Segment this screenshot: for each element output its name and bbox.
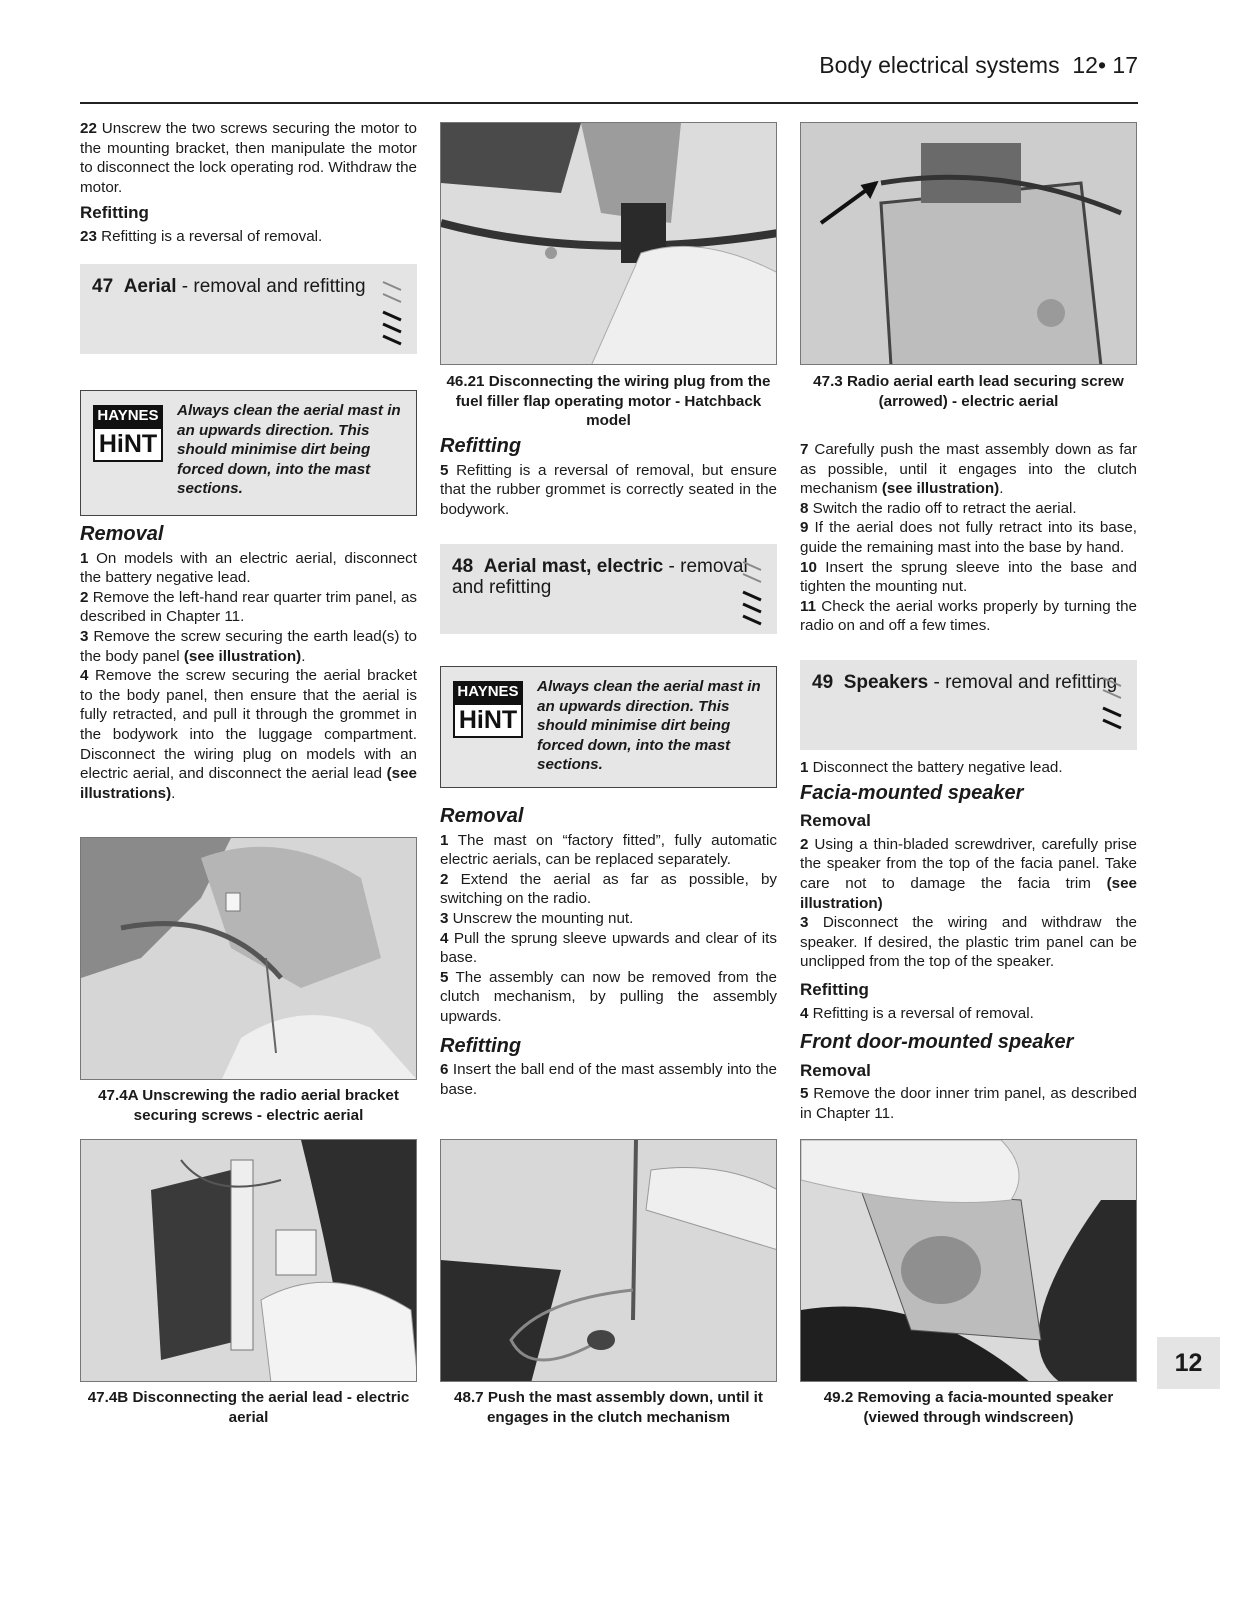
haynes-hint-logo: HAYNES HiNT: [453, 681, 523, 738]
photo-47-4b-image: [81, 1140, 417, 1382]
hint-text: Always clean the aerial mast in an upwards direction. This should minimise dirt being forced down, into the mast sections.: [177, 402, 401, 498]
step-22: 22 Unscrew the two screws securing the motor to the mounting bracket, then manipulate the motor to disconnect the lock operating rod. Withdraw the motor.: [80, 120, 417, 196]
page-number: 12• 17: [1072, 52, 1138, 78]
column-1: [80, 119, 417, 247]
haynes-hint-box: [80, 390, 417, 516]
column-2-refitting: [440, 437, 777, 519]
photo-47-4a-image: [81, 838, 417, 1080]
photo-47-4a: [80, 837, 417, 1080]
refitting-heading: Refitting: [440, 1034, 522, 1057]
facia-speaker-heading: Facia-mounted speaker: [800, 781, 1024, 804]
step-5: 5 The assembly can now be removed from the clutch mechanism, by pulling the assembly upwards.: [440, 968, 777, 1025]
caption-46-21: 46.21 Disconnecting the wiring plug from the fuel filler flap operating motor - Hatchback model: [446, 373, 771, 430]
step-4: 4 Refitting is a reversal of removal.: [800, 1004, 1034, 1022]
refitting-heading: Refitting: [800, 979, 869, 999]
section-47-heading: 47 Aerial - removal and refitting: [80, 264, 417, 354]
photo-47-3-image: [801, 123, 1137, 365]
difficulty-spanner-icon: [739, 554, 769, 626]
step-4: 4 Remove the screw securing the aerial bracket to the body panel, then ensure that the aerial is fully retracted, and pull it through the grommet in the bodywork into the luggage compartment. Disconnect the wiring plug on models with an electric aerial, and disconnect the aerial lead (see illustrations).: [80, 667, 417, 802]
step-11: 11 Check the aerial works properly by turning the radio on and off a few times.: [800, 597, 1137, 635]
column-3-steps: [800, 440, 1137, 636]
photo-47-4b: [80, 1139, 417, 1382]
step-2: 2 Remove the left-hand rear quarter trim panel, as described in Chapter 11.: [80, 588, 417, 626]
step-5: 5 Remove the door inner trim panel, as described in Chapter 11.: [800, 1085, 1137, 1122]
step-3: 3 Disconnect the wiring and withdraw the speaker. If desired, the plastic trim panel can be unclipped from the top of the speaker.: [800, 914, 1137, 971]
haynes-hint-box: [440, 666, 777, 788]
section-48-heading: 48 Aerial mast, electric - removal and refitting: [440, 544, 777, 634]
step-10: 10 Insert the sprung sleeve into the base and tighten the mounting nut.: [800, 558, 1137, 596]
hint-text: Always clean the aerial mast in an upwards direction. This should minimise dirt being forced down, into the mast sections.: [537, 678, 761, 774]
header-title: Body electrical systems: [819, 52, 1060, 78]
chapter-tab: 12: [1157, 1337, 1220, 1389]
step-8: 8 Switch the radio off to retract the aerial.: [800, 499, 1077, 517]
step-3: 3 Remove the screw securing the earth lead(s) to the body panel (see illustration).: [80, 627, 417, 665]
step-3: 3 Unscrew the mounting nut.: [440, 909, 634, 927]
step-4: 4 Pull the sprung sleeve upwards and clear of its base.: [440, 929, 777, 967]
caption-48-7: 48.7 Push the mast assembly down, until it engages in the clutch mechanism: [454, 1389, 763, 1426]
photo-46-21: [440, 122, 777, 365]
removal-heading: Removal: [440, 805, 524, 827]
column-2-removal: [440, 807, 777, 1099]
removal-heading: Removal: [800, 811, 871, 831]
step-5: 5 Refitting is a reversal of removal, but ensure that the rubber grommet is correctly seated in the bodywork.: [440, 461, 777, 518]
difficulty-spanner-icon: [379, 274, 409, 346]
step-1: 1 The mast on “factory fitted”, fully automatic electric aerials, can be replaced separately.: [440, 831, 777, 869]
photo-49-2: [800, 1139, 1137, 1382]
photo-49-2-image: [801, 1140, 1137, 1382]
step-2: 2 Extend the aerial as far as possible, by switching on the radio.: [440, 870, 777, 908]
refitting-heading: Refitting: [440, 435, 522, 457]
photo-47-3: [800, 122, 1137, 365]
step-1: 1 On models with an electric aerial, disconnect the battery negative lead.: [80, 549, 417, 587]
step-7: 7 Carefully push the mast assembly down as far as possible, until it engages into the clutch mechanism (see illustration).: [800, 441, 1137, 498]
door-speaker-heading: Front door-mounted speaker: [800, 1031, 1074, 1054]
caption-47-4b: 47.4B Disconnecting the aerial lead - electric aerial: [87, 1389, 410, 1426]
column-1-removal: [80, 525, 417, 803]
haynes-hint-logo: HAYNES HiNT: [93, 405, 163, 462]
column-3-speakers: [800, 758, 1137, 1124]
photo-48-7-image: [441, 1140, 777, 1382]
step-6: 6 Insert the ball end of the mast assembly into the base.: [440, 1061, 777, 1098]
difficulty-spanner-icon: [1099, 670, 1129, 742]
running-header: [819, 52, 1138, 79]
refitting-heading: Refitting: [80, 203, 149, 223]
step-1: 1 Disconnect the battery negative lead.: [800, 759, 1063, 776]
step-9: 9 If the aerial does not fully retract into its base, guide the remaining mast into the base by hand.: [800, 519, 1137, 556]
header-rule: [80, 102, 1138, 104]
step-23: 23 Refitting is a reversal of removal.: [80, 227, 323, 245]
caption-47-4a: 47.4A Unscrewing the radio aerial bracket securing screws - electric aerial: [98, 1087, 399, 1124]
section-49-heading: 49 Speakers - removal and refitting: [800, 660, 1137, 750]
caption-47-3: 47.3 Radio aerial earth lead securing screw (arrowed) - electric aerial: [813, 373, 1124, 410]
removal-heading: Removal: [800, 1060, 871, 1080]
caption-49-2: 49.2 Removing a facia-mounted speaker (viewed through windscreen): [823, 1389, 1114, 1426]
photo-46-21-image: [441, 123, 777, 365]
photo-48-7: [440, 1139, 777, 1382]
removal-heading: Removal: [80, 523, 164, 545]
step-2: 2 Using a thin-bladed screwdriver, carefully prise the speaker from the top of the facia panel. Take care not to damage the facia trim (see illustration): [800, 835, 1137, 912]
